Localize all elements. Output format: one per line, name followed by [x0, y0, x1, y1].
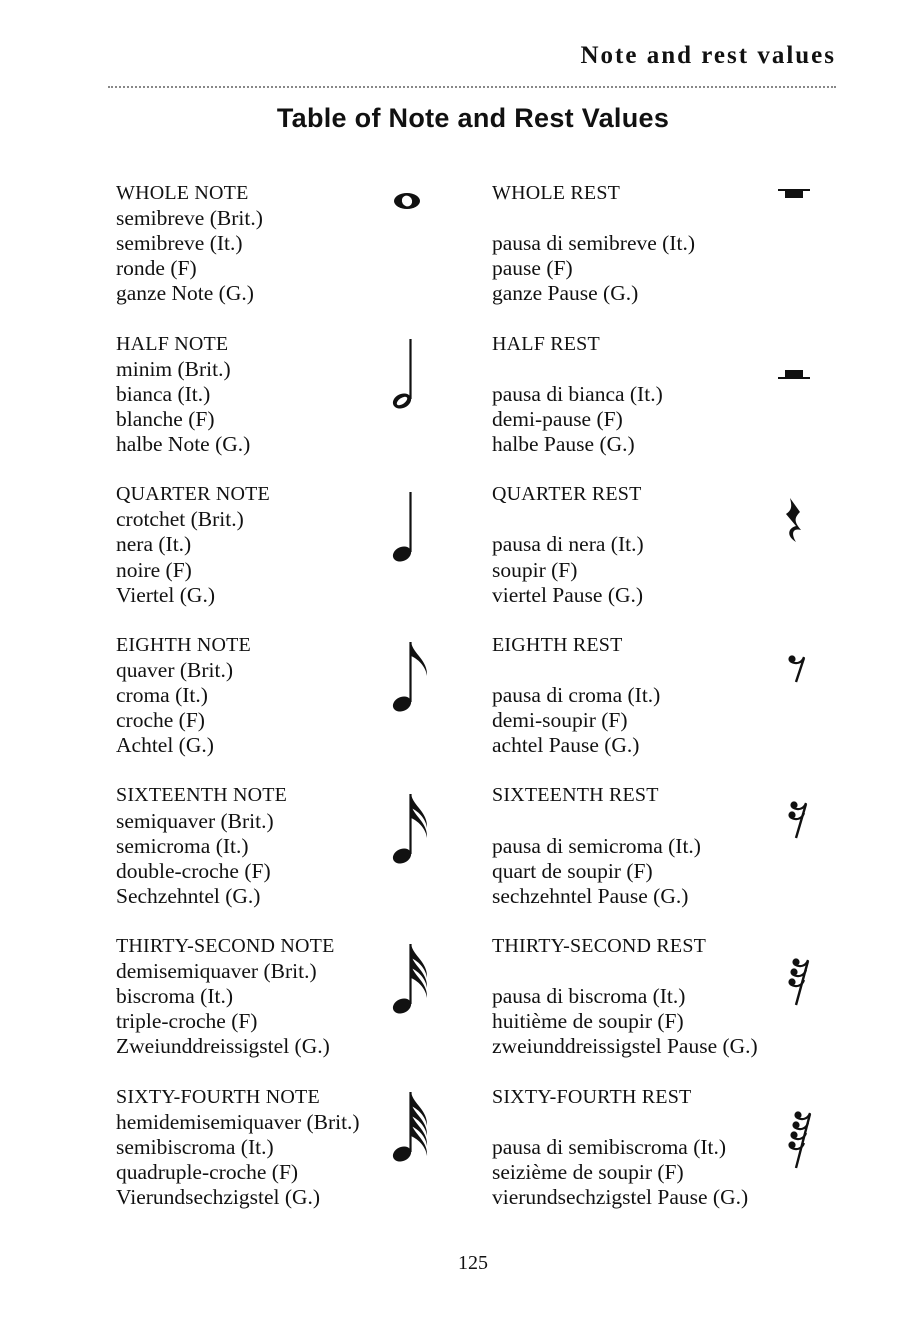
note-heading: HALF NOTE: [116, 332, 229, 355]
rest-term: huitième de soupir (F): [492, 1009, 684, 1034]
rest-term: vierundsechzigstel Pause (G.): [492, 1185, 749, 1209]
note-term: triple-croche (F): [116, 1009, 258, 1034]
note-term: ronde (F): [116, 256, 197, 281]
rest-term: seizième de soupir (F): [492, 1159, 684, 1184]
whole-note-icon: [392, 189, 442, 269]
note-term: noire (F): [116, 557, 192, 582]
running-header: Note and rest values: [580, 42, 836, 69]
note-term: semibreve (Brit.): [116, 206, 263, 231]
note-heading: SIXTY-FOURTH NOTE: [116, 1085, 320, 1108]
rest-term: soupir (F): [492, 557, 578, 582]
rest-term: pausa di croma (It.): [492, 683, 661, 707]
rest-heading: THIRTY-SECOND REST: [492, 935, 707, 957]
rest-term: sechzehntel Pause (G.): [492, 883, 689, 908]
rest-term: demi-soupir (F): [492, 708, 628, 733]
note-term: semiquaver (Brit.): [116, 808, 274, 833]
page-title: Table of Note and Rest Values: [276, 103, 670, 133]
note-heading: WHOLE NOTE: [116, 182, 249, 204]
rest-term: quart de soupir (F): [492, 858, 653, 883]
note-term: Zweiunddreissigstel (G.): [116, 1034, 330, 1059]
rest-term: halbe Pause (G.): [492, 432, 635, 456]
whole-rest-icon: [776, 188, 826, 268]
note-heading: QUARTER NOTE: [116, 483, 270, 506]
rest-term: pausa di nera (It.): [492, 532, 644, 557]
note-term: blanche (F): [116, 406, 215, 431]
rest-term: achtel Pause (G.): [492, 733, 640, 758]
note-term: hemidemisemiquaver (Brit.): [116, 1109, 360, 1134]
note-term: croma (It.): [116, 683, 208, 707]
note-term: bianca (It.): [116, 381, 211, 406]
note-term: Achtel (G.): [116, 733, 214, 758]
note-heading: SIXTEENTH NOTE: [116, 784, 288, 807]
note-term: ganze Note (G.): [116, 281, 254, 306]
rest-term: ganze Pause (G.): [492, 281, 639, 306]
rest-heading: SIXTY-FOURTH REST: [492, 1085, 692, 1108]
note-term: crotchet (Brit.): [116, 507, 244, 532]
thirty-second-note-icon: [392, 942, 442, 1022]
note-term: Vierundsechzigstel (G.): [116, 1185, 321, 1209]
note-heading: EIGHTH NOTE: [116, 633, 251, 656]
rest-term: pausa di semibreve (It.): [492, 231, 695, 256]
sixty-fourth-rest-icon: [776, 1110, 826, 1190]
half-rest-icon: [776, 368, 826, 448]
rest-term: pausa di bianca (It.): [492, 381, 663, 406]
note-term: minim (Brit.): [116, 356, 231, 381]
note-term: semicroma (It.): [116, 833, 249, 858]
rest-heading: QUARTER REST: [492, 483, 642, 506]
rest-heading: WHOLE REST: [492, 182, 621, 204]
rest-term: pausa di biscroma (It.): [492, 984, 686, 1009]
page-number: 125: [458, 1252, 488, 1274]
note-term: demisemiquaver (Brit.): [116, 959, 317, 984]
note-term: biscroma (It.): [116, 984, 234, 1009]
rest-term: viertel Pause (G.): [492, 582, 644, 607]
note-term: semibreve (It.): [116, 231, 243, 256]
note-term: nera (It.): [116, 532, 192, 557]
header-rule: [108, 86, 836, 88]
sixteenth-note-icon: [392, 792, 442, 872]
note-term: quaver (Brit.): [116, 657, 234, 682]
note-term: croche (F): [116, 708, 205, 733]
quarter-rest-icon: [776, 496, 826, 576]
quarter-note-icon: [392, 490, 442, 570]
note-term: semibiscroma (It.): [116, 1134, 274, 1159]
rest-term: pause (F): [492, 256, 573, 281]
note-term: quadruple-croche (F): [116, 1159, 299, 1184]
note-term: Viertel (G.): [116, 582, 215, 607]
rest-term: pausa di semibiscroma (It.): [492, 1134, 727, 1159]
note-term: Sechzehntel (G.): [116, 883, 261, 908]
rest-term: pausa di semicroma (It.): [492, 833, 701, 858]
note-heading: THIRTY-SECOND NOTE: [116, 935, 335, 957]
note-term: double-croche (F): [116, 858, 271, 883]
eighth-note-icon: [392, 640, 442, 720]
rest-heading: EIGHTH REST: [492, 633, 623, 656]
rest-term: demi-pause (F): [492, 406, 623, 431]
eighth-rest-icon: [776, 654, 826, 734]
note-term: halbe Note (G.): [116, 432, 251, 456]
rest-term: zweiunddreissigstel Pause (G.): [492, 1034, 758, 1059]
thirty-second-rest-icon: [776, 957, 826, 1037]
half-note-icon: [392, 337, 442, 417]
rest-heading: SIXTEENTH REST: [492, 784, 659, 807]
sixty-fourth-note-icon: [392, 1090, 442, 1170]
sixteenth-rest-icon: [776, 800, 826, 880]
rest-heading: HALF REST: [492, 332, 600, 355]
